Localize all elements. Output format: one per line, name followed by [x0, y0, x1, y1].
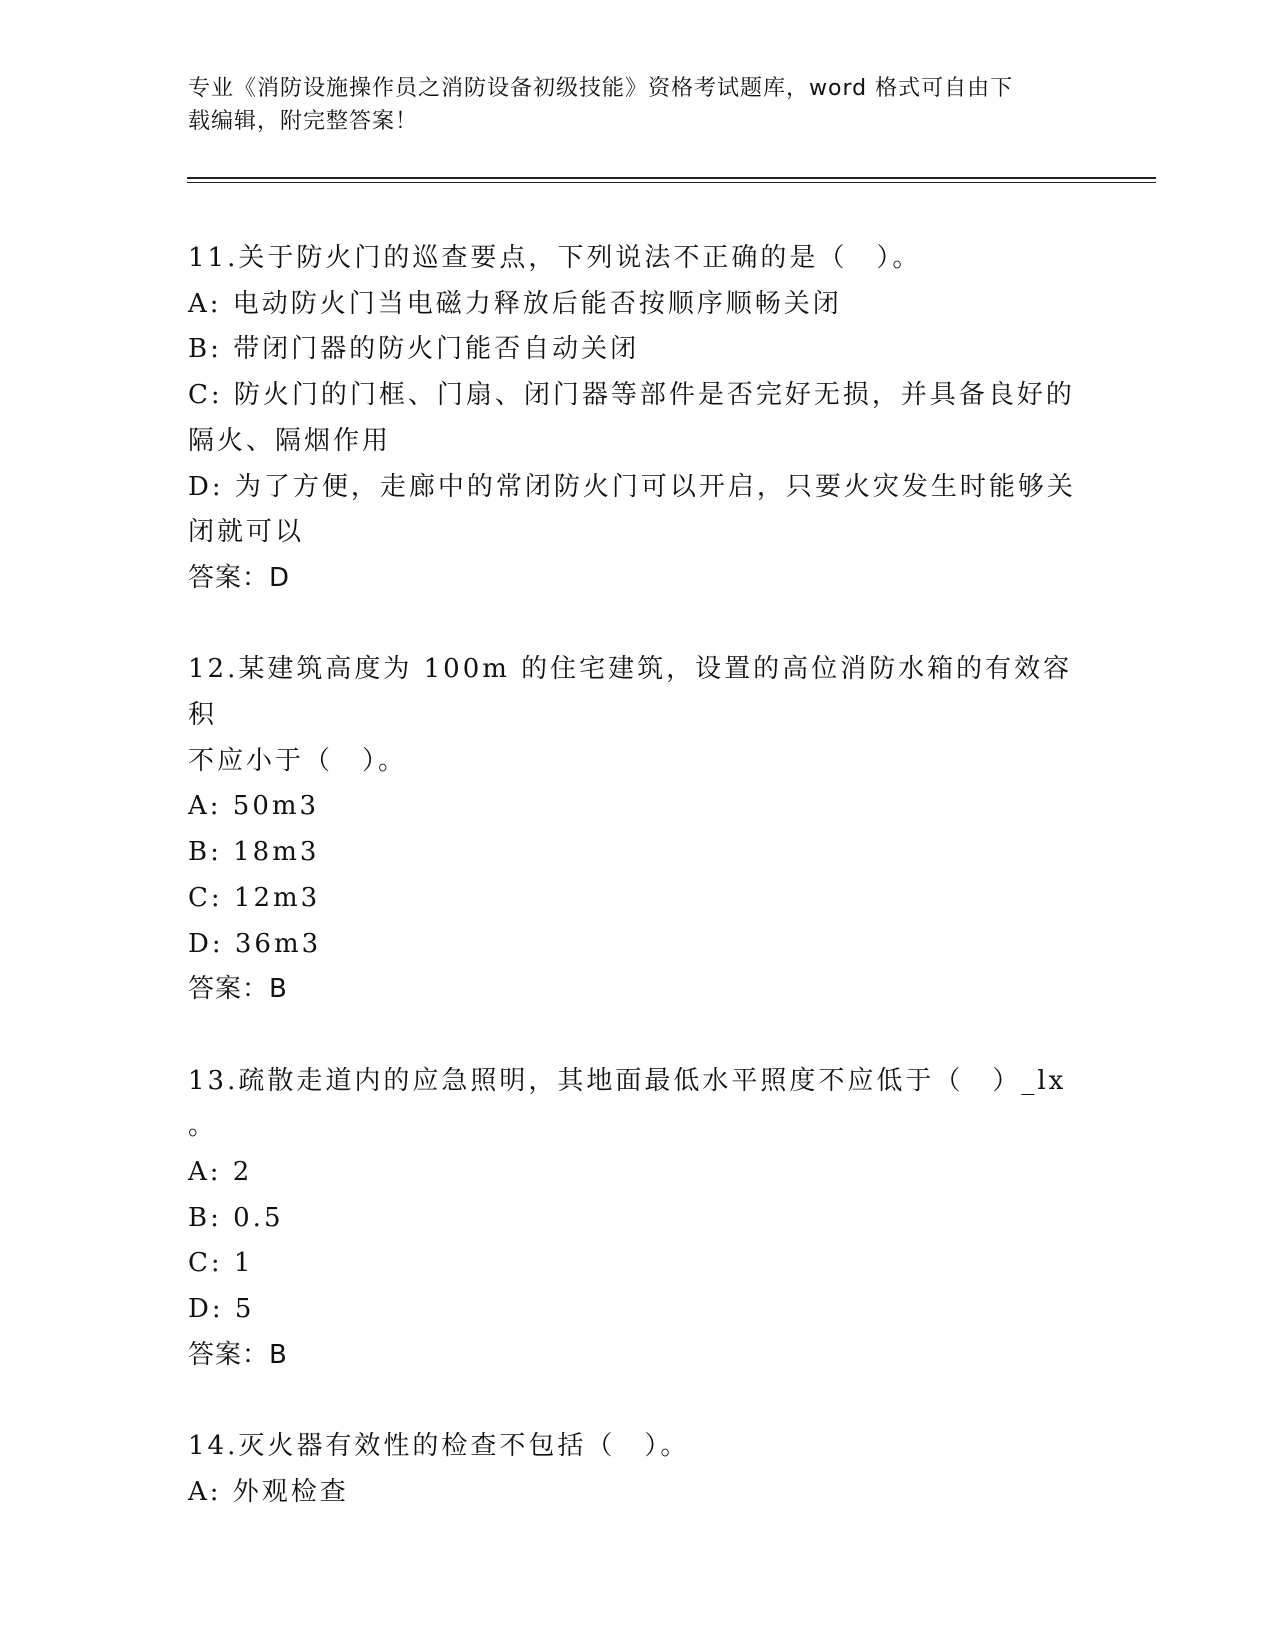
header-line-2: 载编辑，附完整答案！ [188, 109, 419, 134]
question-stem: 11.关于防火门的巡查要点，下列说法不正确的是（ ）。 [188, 243, 922, 273]
answer-option: C: 1 [188, 1248, 254, 1279]
question-block [188, 647, 1088, 1013]
question-stem: 。 [188, 1111, 218, 1142]
answer-option: A: 2 [188, 1157, 253, 1188]
answer-option: A: 电动防火门当电磁力释放后能否按顺序顺畅关闭 [188, 288, 842, 319]
answer-key: 答案：D [188, 562, 291, 593]
header-divider-thick [187, 177, 1156, 179]
question-block [188, 1059, 1088, 1379]
answer-option: 闭就可以 [188, 517, 305, 548]
answer-key: 答案：B [188, 974, 288, 1005]
question-stem: 13.疏散走道内的应急照明，其地面最低水平照度不应低于（ ）_lx [188, 1065, 1067, 1096]
question-block [188, 1424, 1088, 1515]
answer-option: D: 36m3 [188, 928, 322, 959]
answer-option: A: 外观检查 [188, 1476, 349, 1507]
answer-option: D: 5 [188, 1294, 255, 1325]
question-stem: 12.某建筑高度为 100m 的住宅建筑，设置的高位消防水箱的有效容积 [188, 654, 1073, 731]
answer-option: B: 带闭门器的防火门能否自动关闭 [188, 334, 640, 365]
question-block [188, 236, 1088, 602]
answer-option: D: 为了方便，走廊中的常闭防火门可以开启，只要火灾发生时能够关 [188, 471, 1076, 502]
answer-option: B: 0.5 [188, 1202, 284, 1233]
answer-option: B: 18m3 [188, 837, 320, 868]
question-stem: 不应小于（ ）。 [188, 745, 408, 776]
answer-key: 答案：B [188, 1339, 288, 1370]
document-header [188, 72, 1068, 138]
answer-option: 隔火、隔烟作用 [188, 425, 392, 456]
answer-option: C: 12m3 [188, 882, 321, 913]
header-line-1: 专业《消防设施操作员之消防设备初级技能》资格考试题库，word 格式可自由下 [188, 76, 1014, 101]
question-list [188, 236, 1088, 1561]
header-divider-thin [187, 182, 1156, 183]
answer-option: A: 50m3 [188, 791, 320, 822]
answer-option: C: 防火门的门框、门扇、闭门器等部件是否完好无损，并具备良好的 [188, 380, 1075, 411]
question-stem: 14.灭火器有效性的检查不包括（ ）。 [188, 1431, 690, 1462]
